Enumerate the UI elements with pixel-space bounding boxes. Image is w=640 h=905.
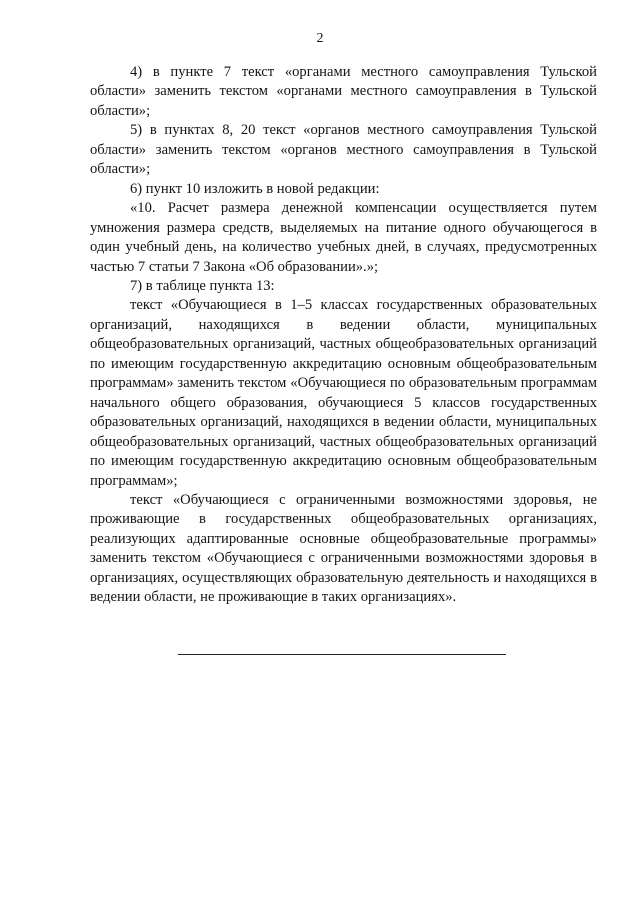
page-number: 2 (316, 31, 324, 46)
paragraph-item-5: 5) в пунктах 8, 20 текст «органов местного самоуправления Тульской области» заменить текстом «органов местного самоуправления в Тульской области»; (90, 122, 597, 178)
paragraph-item-7: 7) в таблице пункта 13: (130, 277, 275, 294)
paragraph-item-6: 6) пункт 10 изложить в новой редакции: (130, 180, 380, 197)
paragraph-item-4: 4) в пункте 7 текст «органами местного самоуправления Тульской области» заменить текстом «органами местного самоуправления в Тульской области»; (90, 64, 597, 119)
paragraph-table-replacement-2: текст «Обучающиеся с ограниченными возможностями здоровья, не проживающие в государственных общеобразовательных организациях, реализующих адаптированные основные общеобразовательные программы» заменить текстом «Обучающиеся с ограниченными возможностями здоровья в организациях, осуществляющих образовательную деятельность и находящихся в ведении области, не проживающие в таких организациях». (90, 491, 597, 606)
paragraph-quoted-item-10: «10. Расчет размера денежной компенсации осуществляется путем умножения размера средств, выделяемых на питание одного обучающегося в один учебный день, на количество учебных дней, в случаях, предусмотренных частью 7 статьи 7 Закона «Об образовании».»; (90, 200, 597, 275)
paragraph-table-replacement-1: текст «Обучающиеся в 1–5 классах государственных образовательных организаций, находящихся в ведении области, муниципальных общеобразовательных организаций, частных общеобразовательных организаций по имеющим государственную аккредитацию основным общеобразовательным программам» заменить текстом «Обучающиеся по образовательным программам начального общего образования, обучающиеся 5 классов государственных образовательных организаций, находящихся в ведении области, муниципальных общеобразовательных организаций, частных общеобразовательных организаций по имеющим государственную аккредитацию основным общеобразовательным программам»; (90, 297, 597, 489)
document-body (90, 63, 597, 608)
end-separator-line (178, 654, 506, 655)
